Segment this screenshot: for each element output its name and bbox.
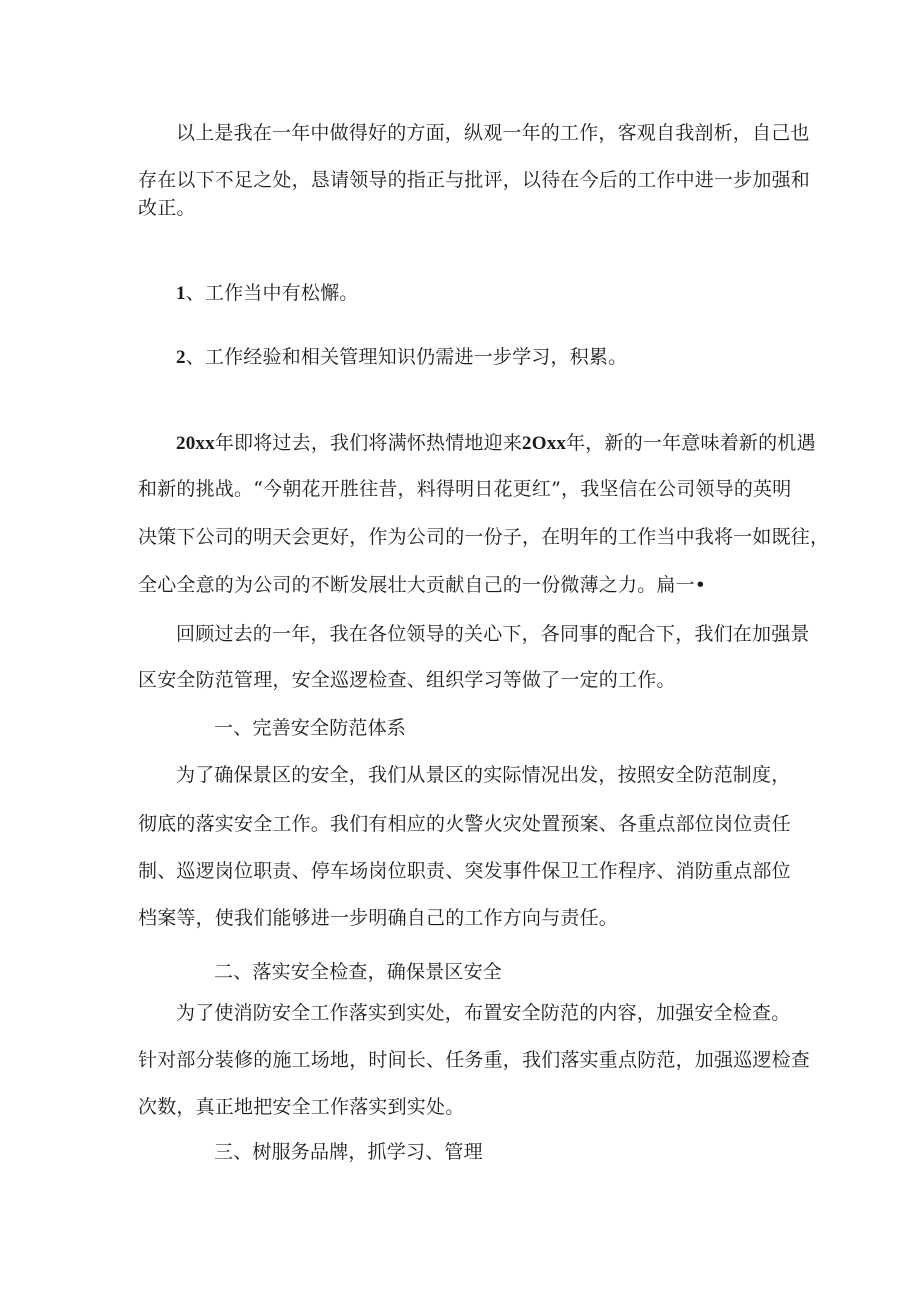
paragraph-1-line-2: 存在以下不足之处，恳请领导的指正与批评，以待在今后的工作中进一步加强和: [138, 169, 811, 191]
section-3-heading: 三、树服务品牌，抓学习、管理: [214, 1141, 483, 1163]
paragraph-3-line-2: 区安全防范管理，安全巡逻检查、组织学习等做了一定的工作。: [138, 669, 676, 691]
paragraph-2-text-b: 年，新的一年意味着新的机遇: [566, 432, 816, 454]
section-2-line-3: 次数，真正地把安全工作落实到实处。: [138, 1096, 465, 1118]
paragraph-2-line-4: 全心全意的为公司的不断发展壮大贡献自己的一份微薄之力。扁一•: [138, 574, 707, 596]
year-number: 20xx: [176, 433, 215, 454]
paragraph-1-line-1: 以上是我在一年中做得好的方面，纵观一年的工作，客观自我剖析，自己也: [176, 122, 810, 144]
section-2-line-1: 为了使消防安全工作落实到实处，布置安全防范的内容，加强安全检查。: [176, 1002, 791, 1024]
section-1-line-4: 档案等，使我们能够进一步明确自己的工作方向与责任。: [138, 907, 619, 929]
paragraph-1-line-3: 改正。: [138, 197, 196, 219]
paragraph-2-text-a: 年即将过去，我们将满怀热情地迎来: [214, 432, 523, 454]
section-1-line-2: 彻底的落实安全工作。我们有相应的火警火灾处置预案、各重点部位岗位责任: [138, 813, 791, 835]
list-number: 1: [176, 283, 186, 304]
section-1-line-1: 为了确保景区的安全，我们从景区的实际情况出发，按照安全防范制度，: [176, 764, 791, 786]
paragraph-3-line-1: 回顾过去的一年，我在各位领导的关心下，各同事的配合下，我们在加强景: [176, 623, 810, 645]
section-2-heading: 二、落实安全检查，确保景区安全: [214, 961, 503, 983]
section-1-heading: 一、完善安全防范体系: [214, 717, 407, 739]
list-number: 2: [176, 347, 186, 368]
section-1-line-3: 制、巡逻岗位职责、停车场岗位职责、突发事件保卫工作程序、消防重点部位: [138, 860, 791, 882]
year-number: 2Oxx: [522, 433, 567, 454]
paragraph-2-line-3: 决策下公司的明天会更好，作为公司的一份子，在明年的工作当中我将一如既往，: [138, 526, 830, 548]
list-text: 、工作经验和相关管理知识仍需进一步学习，积累。: [185, 346, 628, 368]
shortcoming-item-2: [176, 345, 627, 370]
paragraph-2-line-1: [176, 431, 816, 456]
section-2-line-2: 针对部分装修的施工场地，时间长、任务重，我们落实重点防范，加强巡逻检查: [138, 1049, 811, 1071]
list-text: 、工作当中有松懈。: [185, 282, 359, 304]
paragraph-2-line-2: 和新的挑战。“今朝花开胜往昔，料得明日花更红”，我坚信在公司领导的英明: [138, 478, 792, 500]
shortcoming-item-1: [176, 281, 359, 306]
